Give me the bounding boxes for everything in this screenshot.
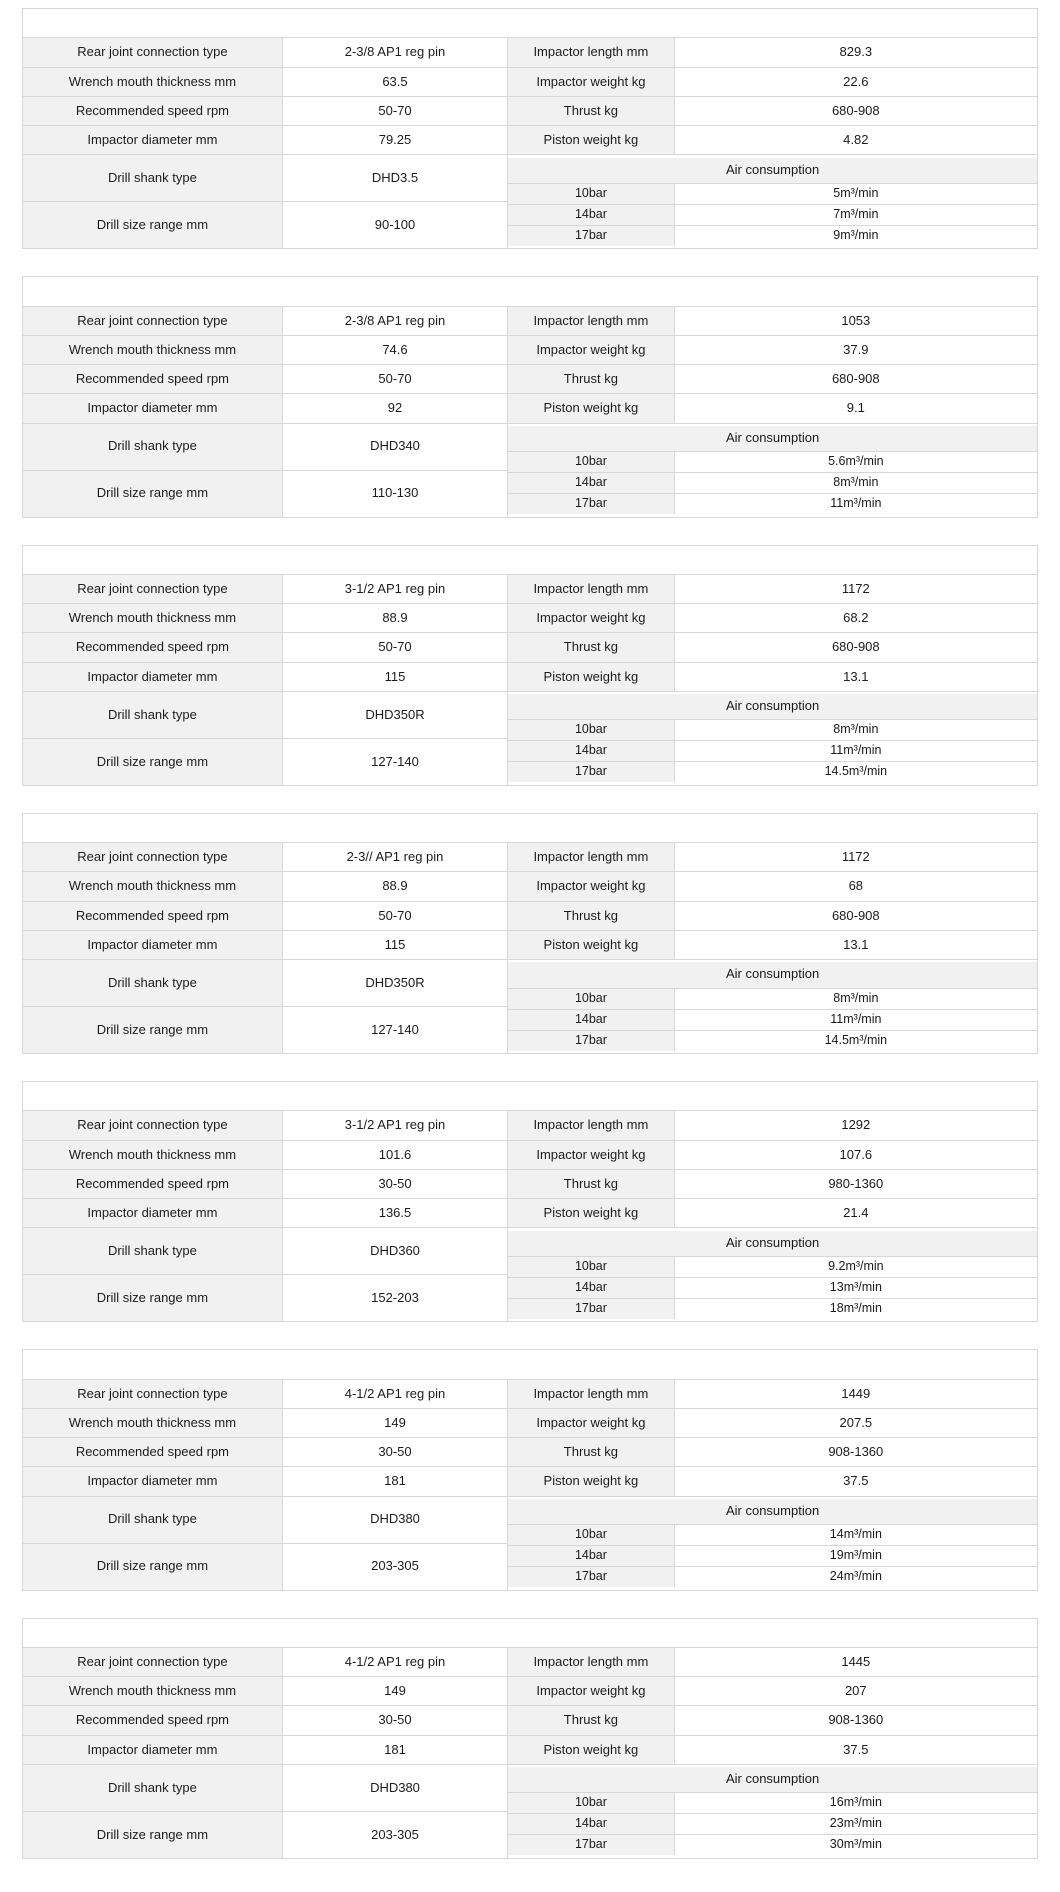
value-recommended-speed: 50-70 <box>282 901 507 930</box>
air-consumption-row <box>508 1009 1037 1030</box>
label-thrust: Thrust kg <box>508 96 674 125</box>
table-row <box>23 901 1038 930</box>
value-wrench-mouth: 149 <box>282 1677 507 1706</box>
value-rear-joint: 4-1/2 AP1 reg pin <box>282 1647 507 1676</box>
air-consumption-row <box>508 1030 1037 1051</box>
label-impactor-weight: Impactor weight kg <box>508 67 674 96</box>
value-rear-joint: 2-3// AP1 reg pin <box>282 843 507 872</box>
pressure-label-bar17: 17bar <box>508 1835 674 1856</box>
label-piston-weight: Piston weight kg <box>508 662 674 691</box>
label-drill-shank-type: Drill shank type <box>23 155 283 202</box>
label-piston-weight: Piston weight kg <box>508 930 674 959</box>
air-consumption-header-row <box>508 1231 1037 1257</box>
value-piston-weight: 13.1 <box>674 930 1037 959</box>
label-piston-weight: Piston weight kg <box>508 126 674 155</box>
spec-table <box>22 1349 1038 1590</box>
air-consumption-header-row <box>508 158 1037 184</box>
air-consumption-value-bar14: 13m³/min <box>674 1277 1037 1298</box>
air-consumption-row <box>508 452 1037 473</box>
air-consumption-block <box>508 423 1038 517</box>
value-piston-weight: 21.4 <box>674 1199 1037 1228</box>
air-consumption-block <box>508 1764 1038 1858</box>
label-drill-size-range: Drill size range mm <box>23 1811 283 1858</box>
table-row <box>23 1228 1038 1275</box>
air-consumption-block <box>508 691 1038 785</box>
label-impactor-weight: Impactor weight kg <box>508 604 674 633</box>
label-drill-shank-type: Drill shank type <box>23 1496 283 1543</box>
air-consumption-value-bar17: 18m³/min <box>674 1298 1037 1319</box>
table-row <box>23 604 1038 633</box>
pressure-label-bar14: 14bar <box>508 204 674 225</box>
label-drill-shank-type: Drill shank type <box>23 423 283 470</box>
air-consumption-value-bar14: 23m³/min <box>674 1814 1037 1835</box>
air-consumption-row <box>508 1525 1037 1546</box>
table-row <box>23 1408 1038 1437</box>
air-consumption-row <box>508 1546 1037 1567</box>
value-impactor-length: 829.3 <box>674 38 1037 67</box>
table-row <box>23 126 1038 155</box>
spec-table <box>22 276 1038 517</box>
air-consumption-value-bar10: 14m³/min <box>674 1525 1037 1546</box>
value-drill-shank-type: DHD350R <box>282 691 507 738</box>
spec-table <box>22 1081 1038 1322</box>
value-impactor-diameter: 181 <box>282 1467 507 1496</box>
air-consumption-row <box>508 988 1037 1009</box>
label-wrench-mouth: Wrench mouth thickness mm <box>23 1140 283 1169</box>
value-drill-shank-type: DHD360 <box>282 1228 507 1275</box>
value-drill-size-range: 90-100 <box>282 202 507 249</box>
spec-table <box>22 1618 1038 1859</box>
label-impactor-diameter: Impactor diameter mm <box>23 394 283 423</box>
label-impactor-length: Impactor length mm <box>508 1647 674 1676</box>
pressure-label-bar10: 10bar <box>508 1793 674 1814</box>
value-drill-size-range: 127-140 <box>282 1007 507 1054</box>
air-consumption-row <box>508 1814 1037 1835</box>
table-row <box>23 394 1038 423</box>
air-consumption-row <box>508 1298 1037 1319</box>
air-consumption-table <box>508 426 1037 514</box>
label-drill-shank-type: Drill shank type <box>23 1228 283 1275</box>
table-row <box>23 960 1038 1007</box>
value-wrench-mouth: 149 <box>282 1408 507 1437</box>
value-drill-shank-type: DHD340 <box>282 423 507 470</box>
value-drill-shank-type: DHD3.5 <box>282 155 507 202</box>
value-impactor-weight: 22.6 <box>674 67 1037 96</box>
value-thrust: 908-1360 <box>674 1706 1037 1735</box>
table-row <box>23 1111 1038 1140</box>
air-consumption-table <box>508 158 1037 246</box>
air-consumption-row <box>508 183 1037 204</box>
table-title-row <box>23 545 1038 574</box>
air-consumption-table <box>508 962 1037 1050</box>
value-impactor-length: 1172 <box>674 843 1037 872</box>
label-impactor-diameter: Impactor diameter mm <box>23 1467 283 1496</box>
pressure-label-bar17: 17bar <box>508 1030 674 1051</box>
label-impactor-weight: Impactor weight kg <box>508 1408 674 1437</box>
label-impactor-length: Impactor length mm <box>508 574 674 603</box>
air-consumption-row <box>508 720 1037 741</box>
air-consumption-title: Air consumption <box>508 1499 1037 1525</box>
value-drill-shank-type: DHD380 <box>282 1764 507 1811</box>
value-thrust: 680-908 <box>674 901 1037 930</box>
label-rear-joint: Rear joint connection type <box>23 1379 283 1408</box>
value-impactor-diameter: 115 <box>282 662 507 691</box>
air-consumption-row <box>508 1277 1037 1298</box>
value-rear-joint: 3-1/2 AP1 reg pin <box>282 1111 507 1140</box>
table-title: DHD3.5 RImpactor-52334307 <box>23 9 1038 38</box>
value-rear-joint: 2-3/8 AP1 reg pin <box>282 306 507 335</box>
air-consumption-block <box>508 1496 1038 1590</box>
table-row <box>23 335 1038 364</box>
table-row <box>23 574 1038 603</box>
table-row <box>23 1735 1038 1764</box>
table-title-row <box>23 277 1038 306</box>
label-thrust: Thrust kg <box>508 901 674 930</box>
label-wrench-mouth: Wrench mouth thickness mm <box>23 1677 283 1706</box>
air-consumption-row <box>508 494 1037 515</box>
label-rear-joint: Rear joint connection type <box>23 1111 283 1140</box>
table-title-row <box>23 1350 1038 1379</box>
value-impactor-length: 1053 <box>674 306 1037 335</box>
value-drill-size-range: 203-305 <box>282 1543 507 1590</box>
label-drill-shank-type: Drill shank type <box>23 1764 283 1811</box>
air-consumption-row <box>508 1567 1037 1588</box>
label-impactor-weight: Impactor weight kg <box>508 872 674 901</box>
label-thrust: Thrust kg <box>508 633 674 662</box>
air-consumption-value-bar17: 11m³/min <box>674 494 1037 515</box>
table-row <box>23 38 1038 67</box>
value-impactor-length: 1449 <box>674 1379 1037 1408</box>
label-thrust: Thrust kg <box>508 1438 674 1467</box>
value-wrench-mouth: 74.6 <box>282 335 507 364</box>
value-drill-size-range: 152-203 <box>282 1275 507 1322</box>
table-title: DHD360 RImpactor-51945293 <box>23 1082 1038 1111</box>
table-row <box>23 843 1038 872</box>
table-row <box>23 691 1038 738</box>
value-wrench-mouth: 88.9 <box>282 872 507 901</box>
value-recommended-speed: 50-70 <box>282 365 507 394</box>
air-consumption-row <box>508 204 1037 225</box>
air-consumption-value-bar10: 5m³/min <box>674 183 1037 204</box>
label-impactor-length: Impactor length mm <box>508 306 674 335</box>
value-impactor-length: 1445 <box>674 1647 1037 1676</box>
table-title: DHD350RImpactor-52334315 <box>23 545 1038 574</box>
label-rear-joint: Rear joint connection type <box>23 1647 283 1676</box>
value-impactor-weight: 107.6 <box>674 1140 1037 1169</box>
air-consumption-title: Air consumption <box>508 694 1037 720</box>
label-recommended-speed: Recommended speed rpm <box>23 633 283 662</box>
label-drill-size-range: Drill size range mm <box>23 470 283 517</box>
label-drill-size-range: Drill size range mm <box>23 1543 283 1590</box>
table-row <box>23 1496 1038 1543</box>
table-title-row <box>23 9 1038 38</box>
label-impactor-weight: Impactor weight kg <box>508 335 674 364</box>
pressure-label-bar14: 14bar <box>508 473 674 494</box>
table-row <box>23 1467 1038 1496</box>
air-consumption-title: Air consumption <box>508 962 1037 988</box>
value-recommended-speed: 30-50 <box>282 1706 507 1735</box>
table-row <box>23 96 1038 125</box>
table-row <box>23 930 1038 959</box>
table-title-row <box>23 813 1038 842</box>
label-wrench-mouth: Wrench mouth thickness mm <box>23 335 283 364</box>
air-consumption-header-row <box>508 426 1037 452</box>
air-consumption-value-bar10: 8m³/min <box>674 988 1037 1009</box>
air-consumption-title: Air consumption <box>508 158 1037 184</box>
table-row <box>23 1169 1038 1198</box>
air-consumption-table <box>508 1499 1037 1587</box>
value-piston-weight: 37.5 <box>674 1467 1037 1496</box>
air-consumption-value-bar14: 7m³/min <box>674 204 1037 225</box>
air-consumption-block <box>508 960 1038 1054</box>
label-thrust: Thrust kg <box>508 365 674 394</box>
label-rear-joint: Rear joint connection type <box>23 306 283 335</box>
table-row <box>23 1379 1038 1408</box>
table-row <box>23 872 1038 901</box>
table-row <box>23 1438 1038 1467</box>
spec-table <box>22 813 1038 1054</box>
label-wrench-mouth: Wrench mouth thickness mm <box>23 67 283 96</box>
air-consumption-value-bar17: 14.5m³/min <box>674 1030 1037 1051</box>
value-drill-size-range: 110-130 <box>282 470 507 517</box>
table-row <box>23 1764 1038 1811</box>
air-consumption-header-row <box>508 962 1037 988</box>
value-recommended-speed: 50-70 <box>282 96 507 125</box>
value-rear-joint: 4-1/2 AP1 reg pin <box>282 1379 507 1408</box>
air-consumption-title: Air consumption <box>508 1767 1037 1793</box>
pressure-label-bar14: 14bar <box>508 1546 674 1567</box>
label-rear-joint: Rear joint connection type <box>23 574 283 603</box>
label-wrench-mouth: Wrench mouth thickness mm <box>23 604 283 633</box>
label-recommended-speed: Recommended speed rpm <box>23 1438 283 1467</box>
label-recommended-speed: Recommended speed rpm <box>23 96 283 125</box>
pressure-label-bar17: 17bar <box>508 1567 674 1588</box>
value-thrust: 680-908 <box>674 96 1037 125</box>
air-consumption-value-bar14: 11m³/min <box>674 741 1037 762</box>
air-consumption-header-row <box>508 1767 1037 1793</box>
table-row <box>23 1677 1038 1706</box>
value-rear-joint: 2-3/8 AP1 reg pin <box>282 38 507 67</box>
value-piston-weight: 9.1 <box>674 394 1037 423</box>
air-consumption-value-bar10: 16m³/min <box>674 1793 1037 1814</box>
air-consumption-row <box>508 1793 1037 1814</box>
pressure-label-bar10: 10bar <box>508 1525 674 1546</box>
label-recommended-speed: Recommended speed rpm <box>23 1706 283 1735</box>
table-title-row <box>23 1082 1038 1111</box>
table-row <box>23 633 1038 662</box>
table-row <box>23 365 1038 394</box>
spec-table <box>22 545 1038 786</box>
table-row <box>23 662 1038 691</box>
label-wrench-mouth: Wrench mouth thickness mm <box>23 1408 283 1437</box>
air-consumption-row <box>508 1835 1037 1856</box>
air-consumption-row <box>508 741 1037 762</box>
air-consumption-row <box>508 225 1037 246</box>
value-thrust: 980-1360 <box>674 1169 1037 1198</box>
label-impactor-weight: Impactor weight kg <box>508 1677 674 1706</box>
label-recommended-speed: Recommended speed rpm <box>23 1169 283 1198</box>
label-rear-joint: Rear joint connection type <box>23 38 283 67</box>
air-consumption-row <box>508 1256 1037 1277</box>
air-consumption-header-row <box>508 694 1037 720</box>
table-row <box>23 155 1038 202</box>
label-thrust: Thrust kg <box>508 1706 674 1735</box>
air-consumption-title: Air consumption <box>508 426 1037 452</box>
label-impactor-diameter: Impactor diameter mm <box>23 1735 283 1764</box>
value-impactor-diameter: 115 <box>282 930 507 959</box>
air-consumption-value-bar10: 8m³/min <box>674 720 1037 741</box>
air-consumption-title: Air consumption <box>508 1231 1037 1257</box>
label-rear-joint: Rear joint connection type <box>23 843 283 872</box>
label-drill-size-range: Drill size range mm <box>23 1007 283 1054</box>
air-consumption-block <box>508 155 1038 249</box>
label-impactor-length: Impactor length mm <box>508 1379 674 1408</box>
value-thrust: 908-1360 <box>674 1438 1037 1467</box>
value-wrench-mouth: 63.5 <box>282 67 507 96</box>
label-impactor-length: Impactor length mm <box>508 843 674 872</box>
pressure-label-bar10: 10bar <box>508 183 674 204</box>
table-row <box>23 1706 1038 1735</box>
value-recommended-speed: 30-50 <box>282 1169 507 1198</box>
value-impactor-weight: 207.5 <box>674 1408 1037 1437</box>
value-impactor-weight: 37.9 <box>674 335 1037 364</box>
label-impactor-diameter: Impactor diameter mm <box>23 930 283 959</box>
pressure-label-bar14: 14bar <box>508 1009 674 1030</box>
value-wrench-mouth: 88.9 <box>282 604 507 633</box>
air-consumption-value-bar14: 19m³/min <box>674 1546 1037 1567</box>
air-consumption-value-bar14: 8m³/min <box>674 473 1037 494</box>
air-consumption-value-bar17: 14.5m³/min <box>674 762 1037 783</box>
air-consumption-table <box>508 1767 1037 1855</box>
table-row <box>23 423 1038 470</box>
value-impactor-diameter: 92 <box>282 394 507 423</box>
value-impactor-weight: 207 <box>674 1677 1037 1706</box>
table-row <box>23 1140 1038 1169</box>
pressure-label-bar14: 14bar <box>508 1277 674 1298</box>
label-drill-size-range: Drill size range mm <box>23 738 283 785</box>
label-recommended-speed: Recommended speed rpm <box>23 901 283 930</box>
label-thrust: Thrust kg <box>508 1169 674 1198</box>
value-impactor-length: 1172 <box>674 574 1037 603</box>
value-piston-weight: 4.82 <box>674 126 1037 155</box>
air-consumption-value-bar17: 24m³/min <box>674 1567 1037 1588</box>
pressure-label-bar10: 10bar <box>508 988 674 1009</box>
value-drill-shank-type: DHD350R <box>282 960 507 1007</box>
table-title: DHD380W RImpactor-5233435 <box>23 1618 1038 1647</box>
pressure-label-bar10: 10bar <box>508 452 674 473</box>
spec-table <box>22 8 1038 249</box>
pressure-label-bar10: 10bar <box>508 720 674 741</box>
air-consumption-value-bar10: 5.6m³/min <box>674 452 1037 473</box>
value-recommended-speed: 30-50 <box>282 1438 507 1467</box>
table-title: DHD380M RImpactor-52334364 <box>23 1350 1038 1379</box>
value-piston-weight: 37.5 <box>674 1735 1037 1764</box>
air-consumption-value-bar17: 30m³/min <box>674 1835 1037 1856</box>
label-impactor-diameter: Impactor diameter mm <box>23 662 283 691</box>
value-recommended-speed: 50-70 <box>282 633 507 662</box>
pressure-label-bar17: 17bar <box>508 225 674 246</box>
value-wrench-mouth: 101.6 <box>282 1140 507 1169</box>
label-piston-weight: Piston weight kg <box>508 394 674 423</box>
label-wrench-mouth: Wrench mouth thickness mm <box>23 872 283 901</box>
air-consumption-value-bar17: 9m³/min <box>674 225 1037 246</box>
value-thrust: 680-908 <box>674 365 1037 394</box>
value-drill-shank-type: DHD380 <box>282 1496 507 1543</box>
label-piston-weight: Piston weight kg <box>508 1199 674 1228</box>
table-title: DHD340A Impactor-51783066 <box>23 277 1038 306</box>
pressure-label-bar14: 14bar <box>508 1814 674 1835</box>
label-piston-weight: Piston weight kg <box>508 1735 674 1764</box>
label-drill-size-range: Drill size range mm <box>23 202 283 249</box>
pressure-label-bar17: 17bar <box>508 762 674 783</box>
air-consumption-table <box>508 1231 1037 1319</box>
air-consumption-row <box>508 473 1037 494</box>
value-drill-size-range: 203-305 <box>282 1811 507 1858</box>
label-drill-shank-type: Drill shank type <box>23 691 283 738</box>
air-consumption-value-bar10: 9.2m³/min <box>674 1256 1037 1277</box>
table-row <box>23 1199 1038 1228</box>
label-drill-shank-type: Drill shank type <box>23 960 283 1007</box>
table-title: DHD350R-OPTA RImpactor-92060020 <box>23 813 1038 842</box>
table-row <box>23 67 1038 96</box>
label-impactor-weight: Impactor weight kg <box>508 1140 674 1169</box>
label-drill-size-range: Drill size range mm <box>23 1275 283 1322</box>
value-drill-size-range: 127-140 <box>282 738 507 785</box>
label-impactor-diameter: Impactor diameter mm <box>23 1199 283 1228</box>
value-rear-joint: 3-1/2 AP1 reg pin <box>282 574 507 603</box>
label-impactor-diameter: Impactor diameter mm <box>23 126 283 155</box>
value-impactor-diameter: 181 <box>282 1735 507 1764</box>
value-impactor-weight: 68 <box>674 872 1037 901</box>
label-impactor-length: Impactor length mm <box>508 38 674 67</box>
value-thrust: 680-908 <box>674 633 1037 662</box>
value-impactor-weight: 68.2 <box>674 604 1037 633</box>
air-consumption-value-bar14: 11m³/min <box>674 1009 1037 1030</box>
air-consumption-table <box>508 694 1037 782</box>
air-consumption-row <box>508 762 1037 783</box>
pressure-label-bar17: 17bar <box>508 1298 674 1319</box>
value-impactor-diameter: 79.25 <box>282 126 507 155</box>
table-title-row <box>23 1618 1038 1647</box>
table-row <box>23 1647 1038 1676</box>
pressure-label-bar14: 14bar <box>508 741 674 762</box>
pressure-label-bar10: 10bar <box>508 1256 674 1277</box>
value-impactor-diameter: 136.5 <box>282 1199 507 1228</box>
air-consumption-header-row <box>508 1499 1037 1525</box>
value-piston-weight: 13.1 <box>674 662 1037 691</box>
pressure-label-bar17: 17bar <box>508 494 674 515</box>
air-consumption-block <box>508 1228 1038 1322</box>
value-impactor-length: 1292 <box>674 1111 1037 1140</box>
label-piston-weight: Piston weight kg <box>508 1467 674 1496</box>
label-impactor-length: Impactor length mm <box>508 1111 674 1140</box>
label-recommended-speed: Recommended speed rpm <box>23 365 283 394</box>
table-row <box>23 306 1038 335</box>
